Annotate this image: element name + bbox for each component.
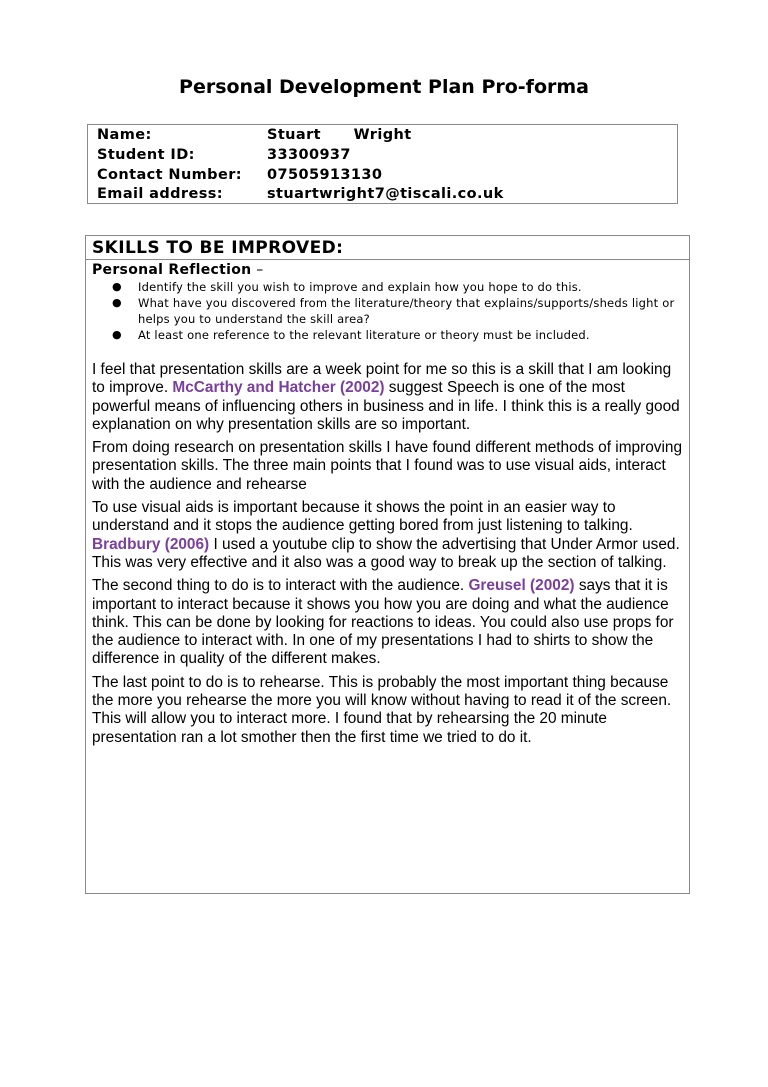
paragraph-3 <box>92 499 684 572</box>
skills-section <box>85 235 690 894</box>
info-row-email <box>88 184 677 204</box>
info-row-student-id <box>88 145 677 165</box>
list-item <box>86 295 689 327</box>
citation-greusel: Greusel (2002) <box>468 577 575 595</box>
bullet-text: What have you discovered from the literature/theory that explains/supports/sheds light or helps you to understand the skill area? <box>138 296 675 326</box>
citation-bradbury: Bradbury (2006) <box>92 535 210 553</box>
section-divider <box>86 259 689 260</box>
student-info-table <box>87 124 678 204</box>
bullet-icon: ● <box>112 328 122 341</box>
bullet-text: At least one reference to the relevant literature or theory must be included. <box>138 328 590 342</box>
list-item <box>86 327 689 343</box>
contact-number-label: Contact Number: <box>97 167 242 183</box>
paragraph-text: The second thing to do is to interact with the audience. <box>92 577 469 595</box>
email-label: Email address: <box>97 186 223 202</box>
bullet-icon: ● <box>112 296 122 309</box>
paragraph-text: To use visual aids is important because it shows the point in an easier way to understand and it stops the audience getting bored from just listening to talking. <box>92 499 633 535</box>
paragraph-5: The last point to do is to rehearse. This is probably the most important thing because the more you rehearse the more you will know without having to read it of the screen. This will allow you to interact more. I found that by rehearsing the 20 minute presentation ran a lot smother then the first time we tried to do it. <box>92 673 672 746</box>
citation-mccarthy-hatcher: McCarthy and Hatcher (2002) <box>172 379 385 397</box>
email-value: stuartwright7@tiscali.co.uk <box>267 186 504 202</box>
contact-number-value: 07505913130 <box>267 167 383 183</box>
student-id-value: 33300937 <box>267 147 351 163</box>
student-id-label: Student ID: <box>97 147 195 163</box>
paragraph-text: I feel that presentation skills are a week point for me so this is a skill that I am looking to improve. <box>92 361 672 397</box>
bullet-icon: ● <box>112 280 122 293</box>
paragraph-text: I used a youtube clip to show the advertising that Under Armor used. This was very effective and it also was a good way to break up the section of talking. <box>92 535 680 571</box>
personal-reflection-heading <box>92 261 264 280</box>
instruction-list <box>86 279 689 343</box>
paragraph-1 <box>92 361 684 434</box>
reflection-label: Personal Reflection <box>92 262 252 278</box>
reflection-dash: – <box>251 262 264 278</box>
paragraph-4 <box>92 577 684 668</box>
reflection-body <box>92 361 684 752</box>
paragraph-2: From doing research on presentation skills I have found different methods of improving presentation skills. The three main points that I found was to use visual aids, interact with the audience and rehearse <box>92 439 683 493</box>
info-row-name <box>88 125 677 145</box>
paragraph-text: says that it is important to interact because it shows you how you are doing and what the audience think. This can be done by looking for reactions to ideas. You could also use props for the audience to interact with. In one of my presentations I had to shirts to show the difference in quality of the different makes. <box>92 577 674 668</box>
name-label: Name: <box>97 127 152 143</box>
bullet-text: Identify the skill you wish to improve and explain how you hope to do this. <box>138 280 582 294</box>
document-title: Personal Development Plan Pro-forma <box>179 76 589 98</box>
paragraph-text: suggest Speech is one of the most powerful means of influencing others in business and in life. I think this is a really good explanation on why presentation skills are so important. <box>92 379 680 433</box>
list-item <box>86 279 689 295</box>
info-row-contact-number <box>88 165 677 185</box>
skills-heading: SKILLS TO BE IMPROVED: <box>92 238 344 258</box>
name-value: Stuart Wright <box>267 127 412 143</box>
